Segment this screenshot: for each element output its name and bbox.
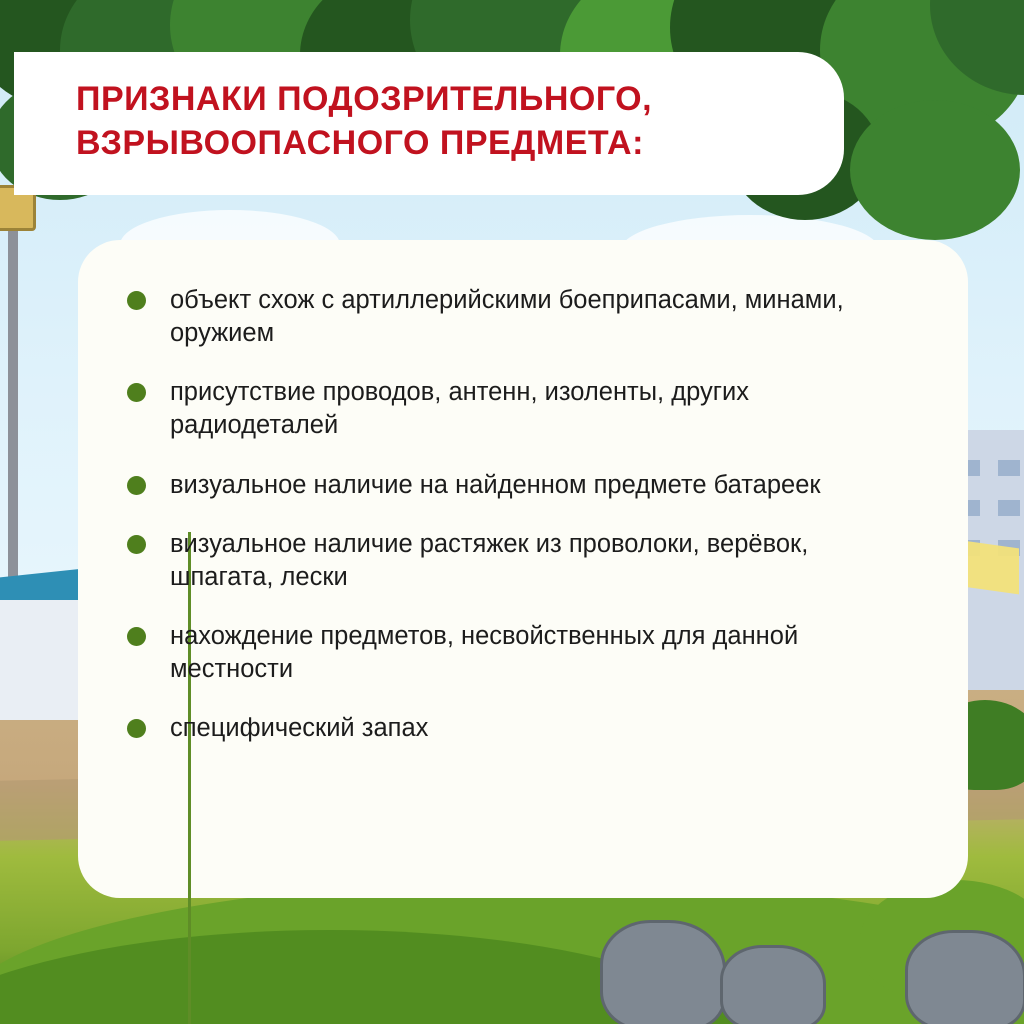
list-item — [136, 284, 910, 350]
bullet-icon — [127, 291, 146, 310]
list-item-label: визуальное наличие растяжек из проволоки, верёвок, шпагата, лески — [170, 529, 809, 591]
list-item-label: специфический запах — [170, 714, 429, 743]
list-item-label: объект схож с артиллерийскими боеприпасами, минами, оружием — [170, 286, 844, 348]
bullet-icon — [127, 383, 146, 402]
bullet-icon — [127, 627, 146, 646]
title-banner — [14, 52, 844, 195]
list-item-label: нахождение предметов, несвойственных для данной местности — [170, 621, 799, 684]
list-item — [136, 712, 910, 745]
rock-illustration — [600, 920, 726, 1024]
list-item — [136, 620, 910, 686]
bullet-icon — [127, 535, 146, 554]
list-item — [136, 528, 910, 594]
rock-illustration — [720, 945, 826, 1024]
timeline-connector — [188, 532, 191, 1024]
bullet-icon — [127, 476, 146, 495]
signs-list-card — [78, 240, 968, 898]
list-item — [136, 469, 910, 502]
list-item — [136, 376, 910, 442]
list-item-label: визуальное наличие на найденном предмете батареек — [170, 470, 821, 499]
page-title-line-1: ПРИЗНАКИ ПОДОЗРИТЕЛЬНОГО, — [76, 80, 653, 118]
bullet-icon — [127, 719, 146, 738]
rock-illustration — [905, 930, 1024, 1024]
page-title-line-2: ВЗРЫВООПАСНОГО ПРЕДМЕТА: — [76, 123, 644, 162]
list-item-label: присутствие проводов, антенн, изоленты, других радиодеталей — [170, 378, 750, 440]
